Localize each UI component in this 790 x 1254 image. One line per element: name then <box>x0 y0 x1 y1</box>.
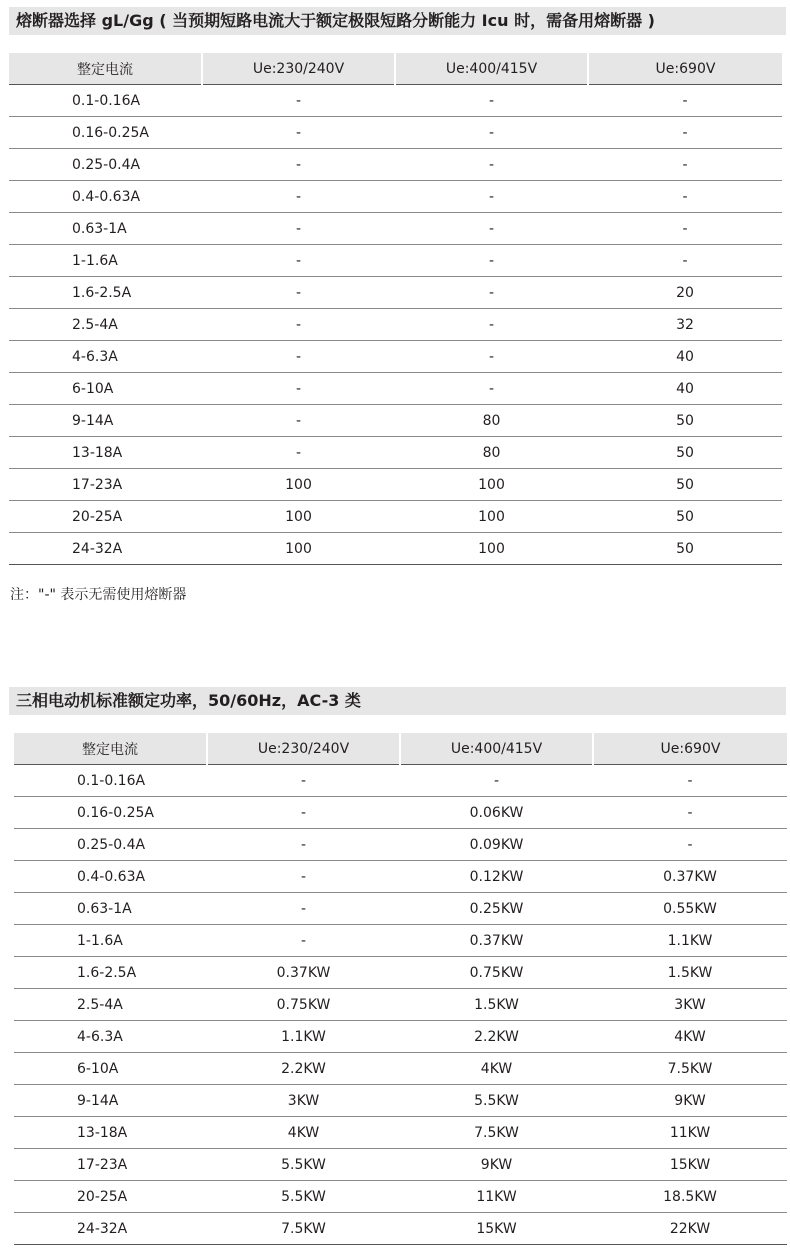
value-cell: 4KW <box>207 1117 400 1149</box>
motor-power-table <box>14 733 787 1245</box>
current-range-cell: 0.1-0.16A <box>14 765 207 797</box>
current-range-cell: 20-25A <box>14 1181 207 1213</box>
table-row <box>9 149 782 181</box>
table-row <box>9 85 782 117</box>
table-row <box>14 1085 787 1117</box>
value-cell: 100 <box>202 501 395 533</box>
value-cell: 0.25KW <box>400 893 593 925</box>
table-row <box>9 277 782 309</box>
table-row <box>14 1021 787 1053</box>
value-cell: 80 <box>395 405 588 437</box>
current-range-cell: 2.5-4A <box>9 309 202 341</box>
value-cell: - <box>395 149 588 181</box>
current-range-cell: 13-18A <box>14 1117 207 1149</box>
current-range-cell: 0.4-0.63A <box>9 181 202 213</box>
table-row <box>14 1181 787 1213</box>
column-header: Ue:400/415V <box>400 733 593 765</box>
value-cell: - <box>202 213 395 245</box>
current-range-cell: 17-23A <box>14 1149 207 1181</box>
value-cell: - <box>588 245 782 277</box>
current-range-cell: 0.16-0.25A <box>14 797 207 829</box>
table-row <box>14 1149 787 1181</box>
column-header: Ue:400/415V <box>395 53 588 85</box>
value-cell: - <box>593 765 787 797</box>
value-cell: 1.1KW <box>593 925 787 957</box>
value-cell: 7.5KW <box>207 1213 400 1245</box>
table-row <box>14 1117 787 1149</box>
table-row <box>14 1213 787 1245</box>
table-row <box>9 469 782 501</box>
value-cell: 9KW <box>593 1085 787 1117</box>
current-range-cell: 0.25-0.4A <box>9 149 202 181</box>
value-cell: 50 <box>588 533 782 565</box>
current-range-cell: 0.4-0.63A <box>14 861 207 893</box>
current-range-cell: 1-1.6A <box>14 925 207 957</box>
value-cell: 50 <box>588 469 782 501</box>
table-row <box>14 1053 787 1085</box>
value-cell: 40 <box>588 373 782 405</box>
current-range-cell: 0.1-0.16A <box>9 85 202 117</box>
value-cell: 0.12KW <box>400 861 593 893</box>
value-cell: - <box>207 861 400 893</box>
value-cell: - <box>202 181 395 213</box>
value-cell: - <box>202 309 395 341</box>
column-header: 整定电流 <box>14 733 207 765</box>
table-row <box>9 245 782 277</box>
value-cell: - <box>588 85 782 117</box>
current-range-cell: 13-18A <box>9 437 202 469</box>
value-cell: - <box>207 797 400 829</box>
value-cell: - <box>395 245 588 277</box>
value-cell: 100 <box>395 533 588 565</box>
value-cell: 80 <box>395 437 588 469</box>
value-cell: 11KW <box>593 1117 787 1149</box>
current-range-cell: 1.6-2.5A <box>9 277 202 309</box>
value-cell: 0.09KW <box>400 829 593 861</box>
value-cell: 7.5KW <box>400 1117 593 1149</box>
value-cell: 15KW <box>593 1149 787 1181</box>
current-range-cell: 1-1.6A <box>9 245 202 277</box>
current-range-cell: 0.63-1A <box>14 893 207 925</box>
value-cell: 0.06KW <box>400 797 593 829</box>
motor-section-title: 三相电动机标准额定功率，50/60Hz，AC-3 类 <box>9 687 786 715</box>
value-cell: 100 <box>202 533 395 565</box>
value-cell: 5.5KW <box>400 1085 593 1117</box>
value-cell: 22KW <box>593 1213 787 1245</box>
value-cell: 0.37KW <box>593 861 787 893</box>
value-cell: 9KW <box>400 1149 593 1181</box>
current-range-cell: 6-10A <box>9 373 202 405</box>
value-cell: 100 <box>395 501 588 533</box>
value-cell: - <box>207 829 400 861</box>
value-cell: 3KW <box>207 1085 400 1117</box>
current-range-cell: 9-14A <box>9 405 202 437</box>
value-cell: - <box>593 797 787 829</box>
value-cell: - <box>395 213 588 245</box>
value-cell: - <box>202 245 395 277</box>
value-cell: - <box>202 85 395 117</box>
value-cell: - <box>395 341 588 373</box>
table-row <box>9 341 782 373</box>
current-range-cell: 6-10A <box>14 1053 207 1085</box>
value-cell: - <box>395 309 588 341</box>
value-cell: 50 <box>588 437 782 469</box>
value-cell: - <box>588 117 782 149</box>
value-cell: 0.37KW <box>400 925 593 957</box>
table-row <box>14 989 787 1021</box>
column-header: Ue:690V <box>588 53 782 85</box>
table-row <box>9 117 782 149</box>
value-cell: - <box>202 149 395 181</box>
value-cell: - <box>395 373 588 405</box>
table-row <box>9 213 782 245</box>
value-cell: 20 <box>588 277 782 309</box>
table-row <box>14 829 787 861</box>
current-range-cell: 0.25-0.4A <box>14 829 207 861</box>
table-row <box>14 957 787 989</box>
table-row <box>14 861 787 893</box>
current-range-cell: 0.16-0.25A <box>9 117 202 149</box>
current-range-cell: 4-6.3A <box>9 341 202 373</box>
column-header: Ue:230/240V <box>202 53 395 85</box>
table-row <box>9 309 782 341</box>
value-cell: 40 <box>588 341 782 373</box>
value-cell: - <box>202 373 395 405</box>
current-range-cell: 24-32A <box>9 533 202 565</box>
value-cell: 0.55KW <box>593 893 787 925</box>
table-header-row <box>9 53 782 85</box>
fuse-section-title: 熔断器选择 gL/Gg ( 当预期短路电流大于额定极限短路分断能力 Icu 时，需备用熔断器 ) <box>9 7 786 35</box>
table-row <box>9 533 782 565</box>
current-range-cell: 9-14A <box>14 1085 207 1117</box>
table-row <box>9 181 782 213</box>
fuse-note: 注："-" 表示无需使用熔断器 <box>10 587 187 603</box>
value-cell: 5.5KW <box>207 1181 400 1213</box>
value-cell: - <box>207 925 400 957</box>
current-range-cell: 17-23A <box>9 469 202 501</box>
value-cell: 1.5KW <box>593 957 787 989</box>
value-cell: - <box>395 85 588 117</box>
current-range-cell: 24-32A <box>14 1213 207 1245</box>
value-cell: - <box>395 181 588 213</box>
table-row <box>9 405 782 437</box>
value-cell: 0.75KW <box>400 957 593 989</box>
current-range-cell: 4-6.3A <box>14 1021 207 1053</box>
value-cell: - <box>395 277 588 309</box>
table-header-row <box>14 733 787 765</box>
value-cell: - <box>207 765 400 797</box>
value-cell: - <box>588 181 782 213</box>
value-cell: 7.5KW <box>593 1053 787 1085</box>
current-range-cell: 2.5-4A <box>14 989 207 1021</box>
value-cell: 100 <box>395 469 588 501</box>
value-cell: 11KW <box>400 1181 593 1213</box>
table-row <box>9 501 782 533</box>
value-cell: - <box>202 437 395 469</box>
value-cell: 0.37KW <box>207 957 400 989</box>
table-row <box>14 893 787 925</box>
value-cell: 3KW <box>593 989 787 1021</box>
value-cell: - <box>202 117 395 149</box>
value-cell: - <box>593 829 787 861</box>
table-row <box>14 797 787 829</box>
value-cell: 50 <box>588 501 782 533</box>
column-header: 整定电流 <box>9 53 202 85</box>
value-cell: - <box>588 213 782 245</box>
table-row <box>9 373 782 405</box>
value-cell: 4KW <box>593 1021 787 1053</box>
table-row <box>9 437 782 469</box>
value-cell: - <box>395 117 588 149</box>
value-cell: 32 <box>588 309 782 341</box>
value-cell: 50 <box>588 405 782 437</box>
value-cell: - <box>400 765 593 797</box>
value-cell: - <box>202 405 395 437</box>
value-cell: 100 <box>202 469 395 501</box>
current-range-cell: 20-25A <box>9 501 202 533</box>
table-row <box>14 765 787 797</box>
current-range-cell: 0.63-1A <box>9 213 202 245</box>
value-cell: - <box>202 277 395 309</box>
column-header: Ue:230/240V <box>207 733 400 765</box>
value-cell: 2.2KW <box>207 1053 400 1085</box>
value-cell: 2.2KW <box>400 1021 593 1053</box>
value-cell: 1.1KW <box>207 1021 400 1053</box>
value-cell: - <box>202 341 395 373</box>
value-cell: 4KW <box>400 1053 593 1085</box>
value-cell: 18.5KW <box>593 1181 787 1213</box>
current-range-cell: 1.6-2.5A <box>14 957 207 989</box>
fuse-selection-table <box>9 53 782 565</box>
value-cell: 0.75KW <box>207 989 400 1021</box>
value-cell: - <box>207 893 400 925</box>
value-cell: 15KW <box>400 1213 593 1245</box>
column-header: Ue:690V <box>593 733 787 765</box>
value-cell: 1.5KW <box>400 989 593 1021</box>
value-cell: - <box>588 149 782 181</box>
table-row <box>14 925 787 957</box>
value-cell: 5.5KW <box>207 1149 400 1181</box>
